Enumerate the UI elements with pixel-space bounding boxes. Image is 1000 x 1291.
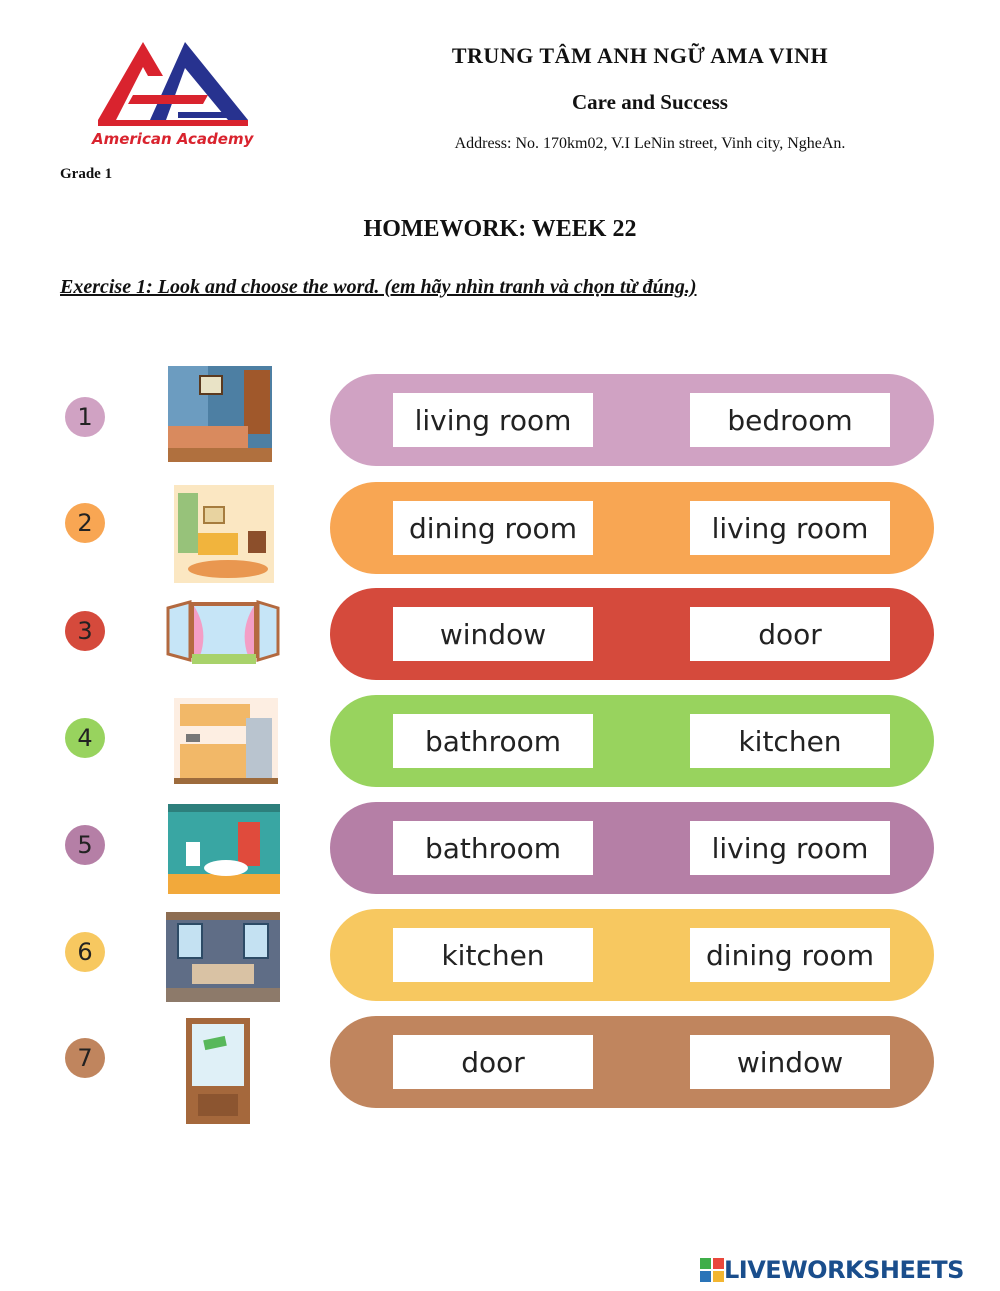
item-number-5: 5: [65, 825, 105, 865]
option-window[interactable]: window: [393, 607, 593, 661]
option-kitchen[interactable]: kitchen: [393, 928, 593, 982]
motto: Care and Success: [572, 90, 728, 114]
answer-band-6: [330, 909, 934, 1001]
option-dining-room[interactable]: dining room: [690, 928, 890, 982]
option-door[interactable]: door: [393, 1035, 593, 1089]
living-room-picture: [164, 485, 276, 583]
bathroom-picture: [164, 804, 280, 894]
homework-title: HOMEWORK: WEEK 22: [363, 216, 637, 242]
answer-band-5: [330, 802, 934, 894]
option-kitchen[interactable]: kitchen: [690, 714, 890, 768]
dining-room-picture: [164, 912, 280, 1002]
exercise-title: Exercise 1: Look and choose the word. (em hãy nhìn tranh và chọn từ đúng.): [60, 276, 697, 298]
answer-band-7: [330, 1016, 934, 1108]
option-living-room[interactable]: living room: [690, 501, 890, 555]
logo-text: American Academy: [92, 130, 254, 148]
item-number-7: 7: [65, 1038, 105, 1078]
answer-band-2: [330, 482, 934, 574]
door-picture: [164, 1016, 274, 1126]
option-bathroom[interactable]: bathroom: [393, 821, 593, 875]
option-bedroom[interactable]: bedroom: [690, 393, 890, 447]
answer-band-4: [330, 695, 934, 787]
center-name: TRUNG TÂM ANH NGỮ AMA VINH: [451, 43, 829, 68]
item-number-6: 6: [65, 932, 105, 972]
option-dining-room[interactable]: dining room: [393, 501, 593, 555]
liveworksheets-footer: [700, 1256, 964, 1284]
option-window[interactable]: window: [690, 1035, 890, 1089]
answer-band-3: [330, 588, 934, 680]
answer-band-1: [330, 374, 934, 466]
grade-label: Grade 1: [60, 166, 113, 182]
liveworksheets-logo-icon: [700, 1258, 724, 1282]
address: Address: No. 170km02, V.I LeNin street, Vinh city, NgheAn.: [454, 135, 846, 152]
kitchen-picture: [164, 698, 278, 784]
window-picture: [164, 600, 282, 668]
item-number-3: 3: [65, 611, 105, 651]
option-door[interactable]: door: [690, 607, 890, 661]
option-bathroom[interactable]: bathroom: [393, 714, 593, 768]
option-living-room[interactable]: living room: [393, 393, 593, 447]
item-number-4: 4: [65, 718, 105, 758]
liveworksheets-brand: LIVEWORKSHEETS: [724, 1256, 964, 1284]
option-living-room[interactable]: living room: [690, 821, 890, 875]
bedroom-picture: [164, 364, 274, 464]
item-number-1: 1: [65, 397, 105, 437]
item-number-2: 2: [65, 503, 105, 543]
